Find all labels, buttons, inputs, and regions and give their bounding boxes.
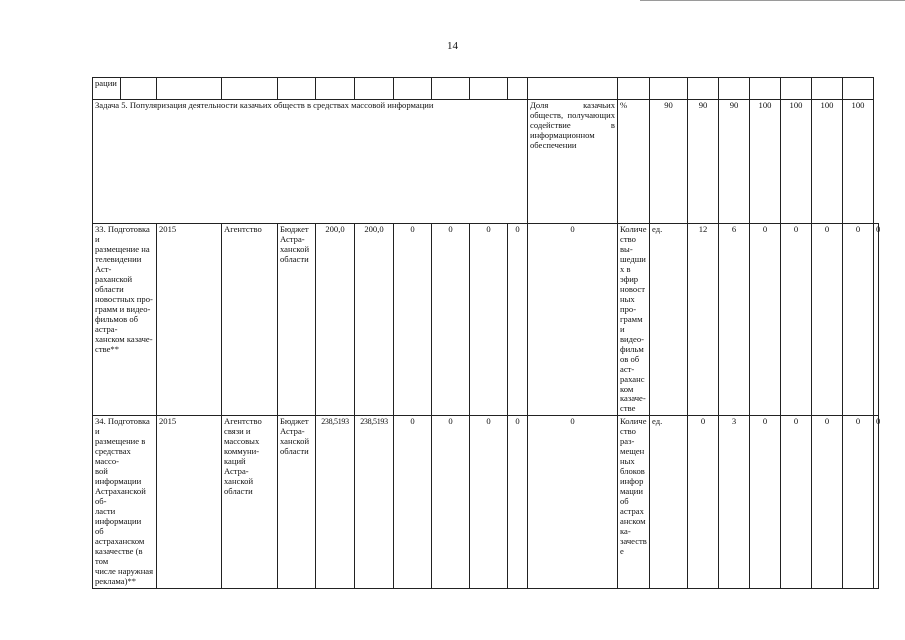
measure-value: 0 xyxy=(874,416,879,588)
measure-total: 200,0 xyxy=(316,224,355,416)
measure-value: 3 xyxy=(719,416,750,588)
measure-value: 0 xyxy=(781,224,812,416)
cell-empty xyxy=(528,78,618,100)
cell-empty xyxy=(618,78,650,100)
measure-indicator: Количество раз- мещенных блоков информации об астраханском ка- зачестве xyxy=(618,416,650,588)
measure-source: Бюджет Астра- ханской области xyxy=(278,224,316,416)
cell-empty xyxy=(650,78,688,100)
cell-empty xyxy=(222,78,278,100)
measure-total: 238,5193 xyxy=(316,416,355,588)
cell-empty xyxy=(688,78,719,100)
measure-zero: 0 xyxy=(528,224,618,416)
program-table xyxy=(92,77,879,589)
cell-empty xyxy=(355,78,394,100)
cell-empty xyxy=(157,78,222,100)
task-unit: % xyxy=(618,100,650,224)
measure-value: 6 xyxy=(719,224,750,416)
measure-zero: 0 xyxy=(508,416,528,588)
task-title: Задача 5. Популяризация деятельности казачьих обществ в средствах массовой информации xyxy=(93,100,528,224)
cell-empty xyxy=(508,78,528,100)
measure-executor: Агентство xyxy=(222,224,278,416)
cell-empty xyxy=(470,78,508,100)
measure-indicator: Количество вы- шедших в эфир новостных про- грамм и видео- фильмов об аст- раханском казаче- стве xyxy=(618,224,650,416)
measure-zero: 0 xyxy=(432,224,470,416)
measure-value: 0 xyxy=(750,416,781,588)
task-indicator: Доля казачьих обществ, получающих содействие в информационном обеспечении xyxy=(528,100,618,224)
scan-edge-line xyxy=(640,0,905,1)
cell-empty xyxy=(316,78,355,100)
cell-empty xyxy=(719,78,750,100)
cell-empty xyxy=(843,78,874,100)
measure-executor: Агентство связи и массовых коммуни- каций Астра- ханской области xyxy=(222,416,278,588)
measure-zero: 0 xyxy=(508,224,528,416)
cell-continued-name: рации xyxy=(93,78,121,100)
task-value: 100 xyxy=(781,100,812,224)
cell-empty xyxy=(278,78,316,100)
cell-empty xyxy=(781,78,812,100)
measure-value: 0 xyxy=(812,224,843,416)
cell-empty xyxy=(394,78,432,100)
measure-zero: 0 xyxy=(528,416,618,588)
measure-zero: 0 xyxy=(394,224,432,416)
measure-2015: 200,0 xyxy=(355,224,394,416)
measure-value: 0 xyxy=(781,416,812,588)
measure-value: 0 xyxy=(843,224,874,416)
table-row-measure-34 xyxy=(93,416,879,588)
cell-empty xyxy=(812,78,843,100)
measure-zero: 0 xyxy=(432,416,470,588)
task-value: 90 xyxy=(650,100,688,224)
measure-name: 33. Подготовка и размещение на телевидении Аст- раханской области новостных про- грамм и видео- фильмов об астра- ханском казаче- стве** xyxy=(93,224,157,416)
cell-empty xyxy=(432,78,470,100)
measure-zero: 0 xyxy=(470,224,508,416)
measure-value: 0 xyxy=(874,224,879,416)
measure-value: 12 xyxy=(688,224,719,416)
measure-unit: ед. xyxy=(650,416,688,588)
measure-unit: ед. xyxy=(650,224,688,416)
measure-zero: 0 xyxy=(470,416,508,588)
table-row-measure-33 xyxy=(93,224,879,416)
measure-zero: 0 xyxy=(394,416,432,588)
measure-value: 0 xyxy=(750,224,781,416)
measure-value: 0 xyxy=(843,416,874,588)
task-value: 100 xyxy=(843,100,874,224)
measure-name: 34. Подготовка и размещение в средствах массо- вой информации Астраханской об- ласти информации об астраханском казачестве (в том числе наружная реклама)** xyxy=(93,416,157,588)
measure-year: 2015 xyxy=(157,224,222,416)
cell-empty xyxy=(750,78,781,100)
measure-value: 0 xyxy=(812,416,843,588)
measure-year: 2015 xyxy=(157,416,222,588)
page-number: 14 xyxy=(447,40,458,52)
measure-source: Бюджет Астра- ханской области xyxy=(278,416,316,588)
measure-2015: 238,5193 xyxy=(355,416,394,588)
table-row-continued xyxy=(93,78,879,100)
task-value: 100 xyxy=(750,100,781,224)
measure-value: 0 xyxy=(688,416,719,588)
task-value: 90 xyxy=(719,100,750,224)
cell-empty xyxy=(121,78,157,100)
task-value: 90 xyxy=(688,100,719,224)
table-row-task xyxy=(93,100,879,224)
task-value: 100 xyxy=(812,100,843,224)
